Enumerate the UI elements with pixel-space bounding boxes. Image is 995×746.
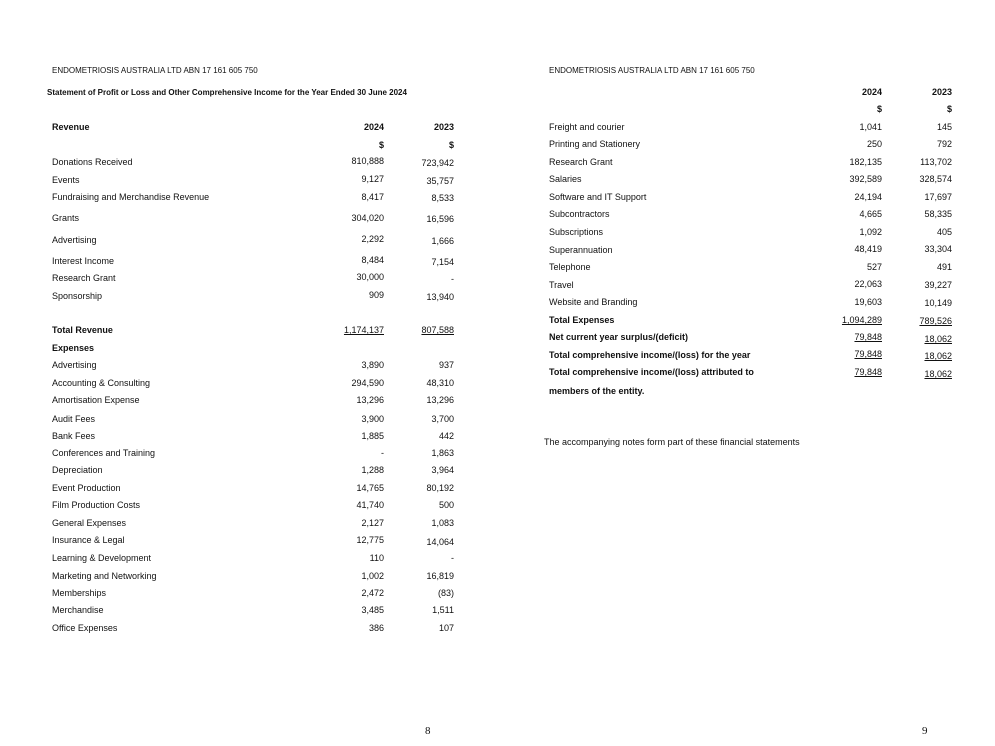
row-label: Superannuation [549, 245, 613, 255]
row-label: Audit Fees [52, 414, 96, 424]
row-value-2023: 33,304 [924, 244, 952, 254]
row-value-2024: 810,888 [351, 156, 384, 166]
row-value-2024: 386 [368, 623, 384, 633]
row-label: Subscriptions [549, 227, 604, 237]
row-value-2023: 35,757 [426, 176, 454, 186]
row-label: Merchandise [52, 605, 104, 615]
row-label: Bank Fees [52, 431, 96, 441]
row-value-2023: 937 [438, 360, 454, 370]
row-value-2023: 3,964 [431, 465, 454, 475]
currency-2024-right: $ [876, 104, 882, 114]
currency-2023: $ [448, 140, 454, 150]
row-value-2023: 58,335 [924, 209, 952, 219]
row-label: Learning & Development [52, 553, 152, 563]
total-expenses-2024: 1,094,289 [841, 315, 882, 325]
row-label: Software and IT Support [549, 192, 647, 202]
total-revenue-2023: 807,588 [421, 325, 454, 335]
row-label: Advertising [52, 360, 97, 370]
row-value-2023: 8,533 [431, 193, 454, 203]
row-value-2023: 145 [936, 122, 952, 132]
statement-title: Statement of Profit or Loss and Other Comprehensive Income for the Year Ended 30 June 2024 [47, 88, 407, 97]
row-value-2023: 405 [936, 227, 952, 237]
row-value-2023: 17,697 [924, 192, 952, 202]
attributed-label-line2: members of the entity. [549, 386, 645, 396]
row-value-2023: 16,596 [426, 214, 454, 224]
row-value-2024: 12,775 [356, 535, 384, 545]
total-comprehensive-label: Total comprehensive income/(loss) for the year [549, 350, 751, 360]
expenses-heading: Expenses [52, 343, 95, 353]
row-value-2024: 3,900 [361, 414, 384, 424]
row-value-2024: 41,740 [356, 500, 384, 510]
row-value-2024: 1,041 [859, 122, 882, 132]
total-revenue-label: Total Revenue [52, 325, 113, 335]
row-label: Research Grant [52, 273, 116, 283]
net-surplus-label: Net current year surplus/(deficit) [549, 332, 689, 342]
row-label: Printing and Stationery [549, 139, 641, 149]
row-value-2023: - [451, 274, 454, 284]
row-label: Film Production Costs [52, 500, 141, 510]
row-label: Accounting & Consulting [52, 378, 151, 388]
row-value-2024: 1,288 [361, 465, 384, 475]
row-label: Marketing and Networking [52, 571, 157, 581]
row-label: Office Expenses [52, 623, 118, 633]
row-value-2024: 8,417 [361, 192, 384, 202]
row-label: Telephone [549, 262, 591, 272]
row-value-2023: 792 [936, 139, 952, 149]
row-value-2024: 30,000 [356, 272, 384, 282]
row-label: Memberships [52, 588, 107, 598]
row-label: Conferences and Training [52, 448, 156, 458]
row-label: Travel [549, 280, 574, 290]
row-value-2023: 80,192 [426, 483, 454, 493]
row-value-2023: 7,154 [431, 257, 454, 267]
column-header-2023: 2023 [433, 122, 454, 132]
row-value-2023: 3,700 [431, 414, 454, 424]
row-value-2024: 392,589 [849, 174, 882, 184]
row-value-2024: 2,292 [361, 234, 384, 244]
row-value-2023: 328,574 [919, 174, 952, 184]
row-value-2024: 3,890 [361, 360, 384, 370]
column-header-2024: 2024 [363, 122, 384, 132]
row-label: Grants [52, 213, 80, 223]
row-label: Salaries [549, 174, 582, 184]
currency-2023-right: $ [946, 104, 952, 114]
row-value-2024: 13,296 [356, 395, 384, 405]
row-value-2024: 3,485 [361, 605, 384, 615]
row-value-2023: 491 [936, 262, 952, 272]
row-value-2024: 250 [866, 139, 882, 149]
row-value-2023: 1,511 [432, 605, 454, 615]
attributed-2024: 79,848 [854, 367, 882, 377]
row-value-2023: (83) [437, 588, 454, 598]
row-value-2023: 16,819 [426, 571, 454, 581]
row-label: Subcontractors [549, 209, 610, 219]
attributed-label: Total comprehensive income/(loss) attributed to [549, 367, 754, 377]
row-value-2024: 1,092 [859, 227, 882, 237]
row-value-2024: 24,194 [854, 192, 882, 202]
column-header-2024-right: 2024 [861, 87, 882, 97]
row-value-2024: 4,665 [859, 209, 882, 219]
attributed-2023: 18,062 [924, 369, 952, 379]
row-value-2023: 442 [438, 431, 454, 441]
row-label: Amortisation Expense [52, 395, 140, 405]
row-value-2024: 2,127 [361, 518, 384, 528]
row-value-2023: 14,064 [426, 537, 454, 547]
row-value-2023: 723,942 [421, 158, 454, 168]
company-header-left: ENDOMETRIOSIS AUSTRALIA LTD ABN 17 161 605 750 [52, 66, 258, 75]
total-revenue-2024: 1,174,137 [343, 325, 384, 335]
row-value-2023: 1,083 [431, 518, 454, 528]
row-value-2023: 39,227 [924, 280, 952, 290]
row-value-2023: 107 [438, 623, 454, 633]
column-header-2023-right: 2023 [931, 87, 952, 97]
row-value-2023: 10,149 [924, 298, 952, 308]
row-label: Freight and courier [549, 122, 625, 132]
row-value-2024: 1,885 [361, 431, 384, 441]
currency-2024: $ [378, 140, 384, 150]
row-value-2024: 527 [866, 262, 882, 272]
row-value-2024: 1,002 [361, 571, 384, 581]
row-value-2023: 48,310 [426, 378, 454, 388]
row-label: Fundraising and Merchandise Revenue [52, 192, 210, 202]
revenue-heading: Revenue [52, 122, 90, 132]
row-value-2023: 500 [438, 500, 454, 510]
row-value-2023: 1,863 [431, 448, 454, 458]
row-value-2024: 22,063 [854, 279, 882, 289]
total-expenses-2023: 789,526 [919, 316, 952, 326]
row-value-2023: - [451, 553, 454, 563]
row-value-2024: 2,472 [361, 588, 384, 598]
row-value-2024: - [381, 448, 384, 458]
page-number-left: 8 [425, 725, 431, 737]
row-value-2023: 13,296 [426, 395, 454, 405]
row-label: Event Production [52, 483, 121, 493]
page-number-right: 9 [922, 725, 928, 737]
net-surplus-2023: 18,062 [924, 334, 952, 344]
row-value-2024: 14,765 [356, 483, 384, 493]
company-header-right: ENDOMETRIOSIS AUSTRALIA LTD ABN 17 161 605 750 [549, 66, 755, 75]
total-comprehensive-2024: 79,848 [854, 349, 882, 359]
row-label: Research Grant [549, 157, 613, 167]
row-label: Advertising [52, 235, 97, 245]
row-value-2023: 113,702 [920, 157, 952, 167]
row-value-2024: 909 [368, 290, 384, 300]
row-label: Website and Branding [549, 297, 638, 307]
net-surplus-2024: 79,848 [854, 332, 882, 342]
row-value-2024: 19,603 [854, 297, 882, 307]
notes-statement: The accompanying notes form part of these financial statements [544, 437, 800, 447]
row-value-2024: 9,127 [361, 174, 384, 184]
row-label: Donations Received [52, 157, 133, 167]
row-value-2023: 13,940 [426, 292, 454, 302]
total-expenses-label: Total Expenses [549, 315, 615, 325]
row-value-2024: 110 [369, 553, 384, 563]
row-label: Depreciation [52, 465, 103, 475]
row-value-2024: 304,020 [351, 213, 384, 223]
row-value-2024: 8,484 [361, 255, 384, 265]
row-label: General Expenses [52, 518, 127, 528]
row-value-2023: 1,666 [431, 236, 454, 246]
row-label: Sponsorship [52, 291, 103, 301]
row-value-2024: 48,419 [854, 244, 882, 254]
total-comprehensive-2023: 18,062 [924, 351, 952, 361]
row-label: Events [52, 175, 80, 185]
row-value-2024: 294,590 [351, 378, 384, 388]
row-label: Insurance & Legal [52, 535, 125, 545]
row-label: Interest Income [52, 256, 115, 266]
row-value-2024: 182,135 [849, 157, 882, 167]
